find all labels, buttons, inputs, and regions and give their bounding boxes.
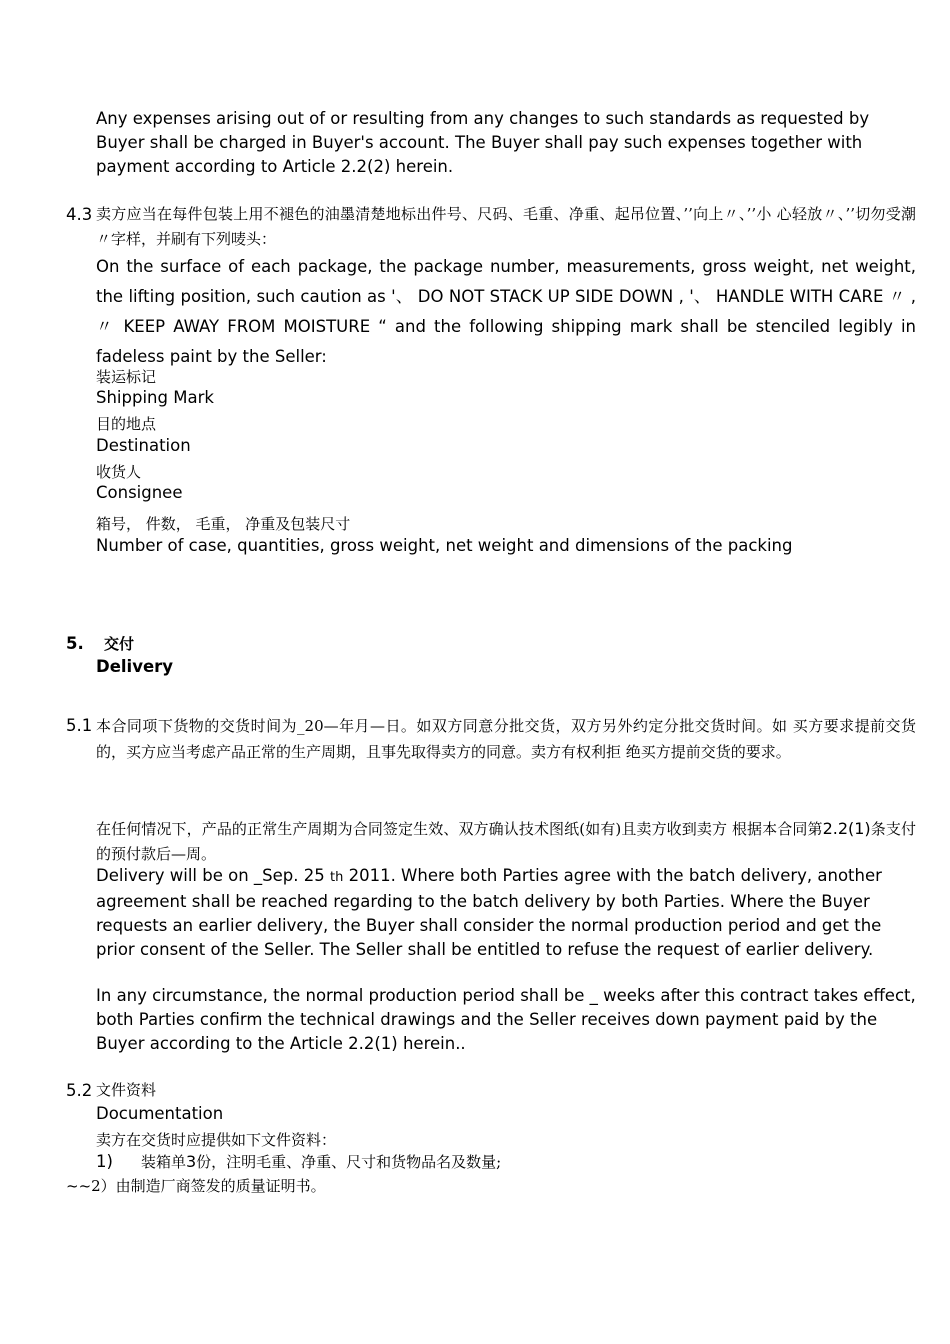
clause-5-1-zh-2b: 2.2(1) [822, 819, 871, 838]
destination-block [96, 413, 916, 457]
clause-5-2-item-1-num: 1) [96, 1152, 113, 1171]
continuation-paragraph [96, 107, 916, 179]
clause-5-2-block [96, 1078, 916, 1152]
clause-5-1-en-block [96, 864, 916, 962]
mark-destination-en: Destination [96, 436, 191, 455]
clause-5-1-en-1b: th [329, 870, 344, 885]
clause-5-1-en-2: In any circumstance, the normal production period shall be _ weeks after this contract takes effect, both Parties confirm the technical drawings and the Seller receives down payment paid by the Buyer according to the Article 2.2(1) herein.. [96, 986, 916, 1053]
mark-consignee-zh: 收货人 [96, 463, 142, 481]
clause-5-1-number: 5.1 [66, 716, 93, 735]
section-5-number: 5. [66, 634, 84, 653]
mark-consignee-en: Consignee [96, 483, 183, 502]
clause-5-2-item-1-text [96, 1150, 916, 1174]
clause-5-2-zh: 文件资料 [96, 1081, 157, 1099]
shipping-mark-block [96, 366, 916, 408]
clause-5-2-item-2-text: ~~2）由制造厂商签发的质量证明书。 [66, 1177, 326, 1195]
mark-case-zh: 箱号， 件数， 毛重， 净重及包装尺寸 [96, 515, 351, 533]
clause-5-2-item-1-c: 份，注明毛重、净重、尺寸和货物品名及数量; [196, 1153, 502, 1171]
mark-shipping-en: Shipping Mark [96, 388, 214, 407]
clause-4-3-number: 4.3 [66, 205, 93, 224]
clause-5-2-number: 5.2 [66, 1081, 93, 1100]
clause-5-1-zh-2a: 在任何情况下，产品的正常生产周期为合同签定生效、双方确认技术图纸(如有)且卖方收到卖方 根据本合同第 [96, 820, 823, 838]
section-5-en: Delivery [96, 657, 174, 676]
consignee-block [96, 461, 916, 503]
clause-4-3-en: On the surface of each package, the package number, measurements, gross weight, net weight, the lifting position, such caution as '、 DO NOT STACK UP SIDE DOWN , '、 HANDLE WITH CARE 〃 , 〃 KEEP AWAY FROM MOISTURE “ and the following shipping mark shall be stenciled legibly in fadeless paint by the Seller: [96, 257, 916, 366]
clause-5-1-zh-2c: 条支付的预付款后—周。 [96, 820, 916, 863]
continuation-text: Any expenses arising out of or resulting from any changes to such standards as requested by Buyer shall be charged in Buyer's account. The Buyer shall pay such expenses together with payment according to Article 2.2(2) herein. [96, 109, 870, 176]
section-5-heading [104, 632, 504, 656]
case-info-block [96, 513, 916, 557]
mark-destination-zh: 目的地点 [96, 415, 157, 433]
mark-case-en: Number of case, quantities, gross weight, net weight and dimensions of the packing [96, 536, 793, 555]
mark-shipping-zh: 装运标记 [96, 368, 157, 386]
clause-5-1-en-1 [96, 864, 916, 962]
clause-5-1-zh-2 [96, 817, 916, 867]
clause-5-1-en-1c: 2011. Where both Parties agree with the batch delivery, another agreement shall be reached regarding to the batch delivery by both Parties. Where the Buyer requests an earlier delivery, the Buyer shall consider the normal production period and get the prior consent of the Seller. The Seller shall be entitled to refuse the request of earlier delivery. [96, 866, 882, 959]
clause-5-1-zh-2-block [96, 817, 916, 867]
clause-5-2-en: Documentation [96, 1104, 224, 1123]
section-5-heading-en [96, 655, 496, 679]
clause-5-2-item-1 [96, 1150, 916, 1174]
clause-4-3-zh: 卖方应当在每件包装上用不褪色的油墨清楚地标出件号、尺码、毛重、净重、起吊位置、’’向上〃、’’小 心轻放〃、’’切勿受潮〃字样，并刷有下列唛头： [96, 205, 916, 248]
clause-5-2-item-2 [66, 1174, 916, 1198]
clause-5-2-item-1-b: 3 [185, 1152, 197, 1171]
clause-5-2-intro: 卖方在交货时应提供如下文件资料： [96, 1131, 337, 1149]
clause-5-1-en-2-block [96, 984, 916, 1056]
clause-4-3 [96, 202, 916, 372]
clause-5-2-item-1-a: 装箱单 [140, 1153, 186, 1171]
clause-5-1-en-1a: Delivery will be on _Sep. 25 [96, 866, 330, 885]
clause-5-1-zh-block [96, 713, 916, 765]
section-5-zh: 交付 [104, 635, 135, 653]
clause-5-1-zh-1: 本合同项下货物的交货时间为_20—年月—日。如双方同意分批交货，双方另外约定分批交货时间。如 买方要求提前交货的，买方应当考虑产品正常的生产周期，且事先取得卖方的同意。卖方有权利拒 绝买方提前交货的要求。 [96, 717, 916, 761]
